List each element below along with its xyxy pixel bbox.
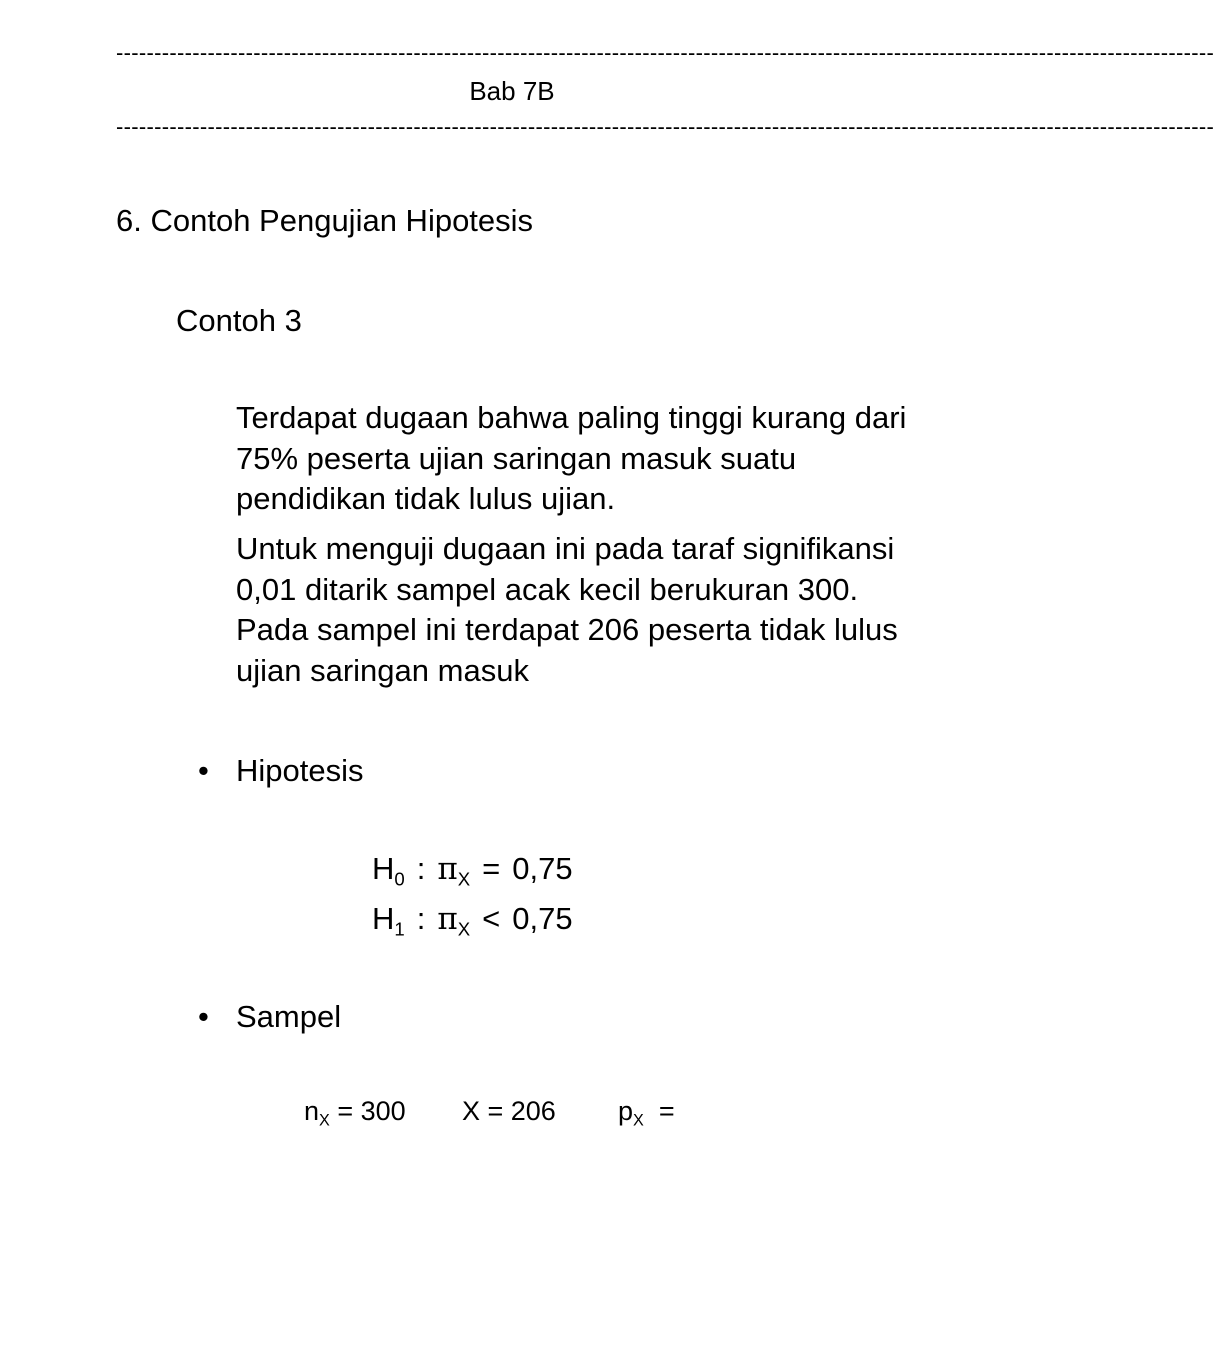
example-title: Contoh 3: [176, 303, 302, 338]
h0-subscript: 0: [394, 868, 405, 890]
h0-pi-subscript: X: [457, 868, 471, 890]
hypothesis-h1: [372, 900, 573, 938]
bullet-sampel-label: Sampel: [236, 999, 342, 1034]
sample-proportion: [618, 1094, 675, 1128]
bullet-hipotesis: [198, 752, 364, 790]
sample-values: [304, 1094, 675, 1128]
problem-paragraph-1: Terdapat dugaan bahwa paling tinggi kurang dari 75% peserta ujian saringan masuk suatu pendidikan tidak lulus ujian.: [236, 400, 907, 516]
h1-letter: H: [372, 901, 395, 936]
header-rule-top: ------------------------------------------------------------------------------------------------------------------------------------------------: [116, 40, 1214, 65]
n-value: = 300: [337, 1096, 406, 1126]
h1-operator: <: [482, 901, 501, 936]
bullet-icon: •: [198, 999, 209, 1034]
h0-colon: :: [416, 851, 426, 886]
h0-pi-symbol: π: [437, 851, 458, 887]
problem-paragraph-2: Untuk menguji dugaan ini pada taraf signifikansi 0,01 ditarik sampel acak kecil berukuran 300. Pada sampel ini terdapat 206 peserta tidak lulus ujian saringan masuk: [236, 531, 898, 688]
bullet-hipotesis-label: Hipotesis: [236, 753, 364, 788]
section-title: 6. Contoh Pengujian Hipotesis: [116, 203, 534, 238]
h1-subscript: 1: [394, 918, 405, 940]
h0-letter: H: [372, 851, 395, 886]
sample-count: X = 206: [462, 1096, 556, 1126]
h1-pi-symbol: π: [437, 901, 458, 937]
p-equals: =: [658, 1096, 675, 1126]
bullet-icon: •: [198, 753, 209, 788]
bullet-sampel: [198, 998, 341, 1036]
h1-pi-subscript: X: [457, 918, 471, 940]
p-subscript: X: [633, 1111, 644, 1130]
h1-value: 0,75: [512, 901, 573, 936]
h0-value: 0,75: [512, 851, 573, 886]
header-rule-bottom: ------------------------------------------------------------------------------------------------------------------------------------------------: [116, 114, 1214, 139]
h0-operator: =: [482, 851, 501, 886]
n-letter: n: [304, 1096, 320, 1126]
n-subscript: X: [319, 1111, 330, 1130]
hypothesis-h0: [372, 850, 573, 888]
h1-colon: :: [416, 901, 426, 936]
p-letter: p: [618, 1096, 634, 1126]
chapter-label: Bab 7B: [469, 76, 555, 106]
sample-size: [304, 1094, 462, 1128]
